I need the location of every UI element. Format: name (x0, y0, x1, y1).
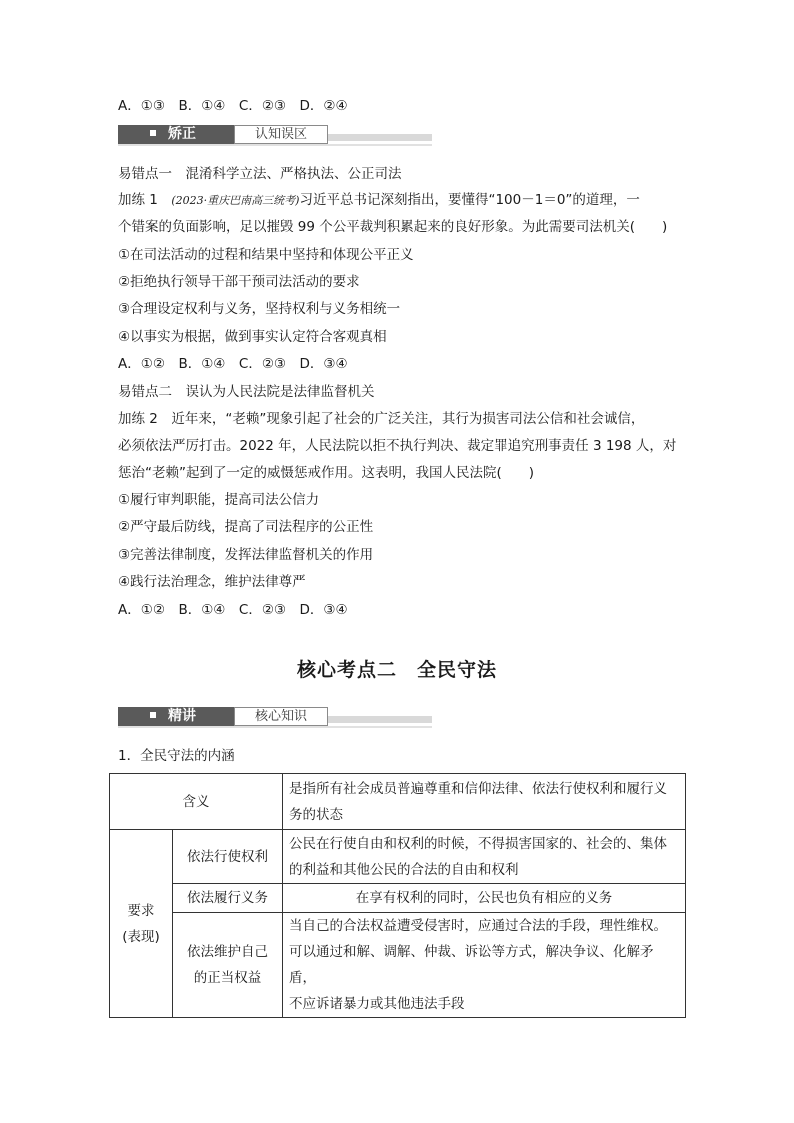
fulfill-duties-label-cell: 依法履行义务 (173, 884, 283, 913)
exercise-2-option-4: ④践行法治理念，维护法律尊严 (118, 574, 306, 590)
table-row (110, 830, 686, 884)
banner-explanation-label: 精讲 (118, 707, 234, 726)
exercise-2-stem-line1: 加练 2 近年来，“老赖”现象引起了社会的广泛关注，其行为损害司法公信和社会诚信， (118, 411, 645, 427)
meaning-label-cell: 含义 (110, 774, 283, 830)
law-abiding-table (109, 773, 686, 1018)
exercise-1-stem-line1: 加练 1 (2023·重庆巴南高三统考)习近平总书记深刻指出，要懂得“100－1＝0”的道理，一 (118, 192, 640, 208)
exercise-2-option-2: ②严守最后防线，提高了司法程序的公正性 (118, 519, 374, 535)
exercise-2-stem-line3: 惩治“老赖”起到了一定的威慑惩戒作用。这表明，我国人民法院( ) (118, 465, 535, 481)
exercise-1-option-1: ①在司法活动的过程和结果中坚持和体现公平正义 (118, 247, 414, 263)
pitfall-2-title: 易错点二 误认为人民法院是法律监督机关 (118, 384, 375, 400)
exercise-1-option-2: ②拒绝执行领导干部干预司法活动的要求 (118, 274, 360, 290)
exercise-2-option-3: ③完善法律制度，发挥法律监督机关的作用 (118, 547, 374, 563)
banner-correction-label: 矫正 (118, 125, 234, 144)
pitfall-1-title: 易错点一 混淆科学立法、严格执法、公正司法 (118, 166, 402, 182)
table-row (110, 913, 686, 1018)
exercise-1-source: (2023·重庆巴南高三统考) (171, 194, 300, 207)
exercise-rights-text-cell: 公民在行使自由和权利的时候，不得损害国家的、社会的、集体 的利益和其他公民的合法的自由和权利 (283, 830, 686, 884)
exercise-1-answer-options: A．①② B．①④ C．②③ D．③④ (118, 356, 348, 372)
banner-correction (118, 123, 432, 145)
table-row (110, 774, 686, 830)
banner-underline (118, 144, 432, 146)
exercise-2-option-1: ①履行审判职能，提高司法公信力 (118, 492, 320, 508)
square-bullet-icon (150, 130, 156, 136)
protect-rights-label-cell: 依法维护自己 的正当权益 (173, 913, 283, 1018)
table-row (110, 884, 686, 913)
banner-underline (118, 726, 432, 728)
exercise-1-stem-line2: 个错案的负面影响，足以摧毁 99 个公平裁判积累起来的良好形象。为此需要司法机关( ) (118, 219, 668, 235)
meaning-text-cell: 是指所有社会成员普遍尊重和信仰法律、依法行使权利和履行义 务的状态 (283, 774, 686, 830)
banner-correction-sub: 认知误区 (234, 125, 328, 144)
exercise-2-stem-line2: 必须依法严厉打击。2022 年，人民法院以拒不执行判决、裁定罪追究刑事责任 3 198 人，对 (118, 438, 677, 454)
item-1-title: 1．全民守法的内涵 (118, 748, 235, 764)
q0-answer-options: A．①③ B．①④ C．②③ D．②④ (118, 98, 348, 114)
exercise-1-option-4: ④以事实为根据，做到事实认定符合客观真相 (118, 329, 387, 345)
banner-explanation (118, 705, 432, 727)
fulfill-duties-text-cell: 在享有权利的同时，公民也负有相应的义务 (283, 884, 686, 913)
exercise-1-option-3: ③合理设定权利与义务，坚持权利与义务相统一 (118, 301, 401, 317)
banner-explanation-sub: 核心知识 (234, 707, 328, 726)
banner-rule (328, 134, 432, 141)
exercise-rights-label-cell: 依法行使权利 (173, 830, 283, 884)
banner-rule (328, 716, 432, 723)
exercise-2-answer-options: A．①② B．①④ C．②③ D．③④ (118, 602, 348, 618)
square-bullet-icon (150, 712, 156, 718)
protect-rights-text-cell: 当自己的合法权益遭受侵害时，应通过合法的手段，理性维权。 可以通过和解、调解、仲裁、诉讼等方式，解决争议、化解矛盾， 不应诉诸暴力或其他违法手段 (283, 913, 686, 1018)
requirement-label-cell: 要求 (表现) (110, 830, 173, 1018)
section-heading: 核心考点二 全民守法 (296, 659, 497, 681)
